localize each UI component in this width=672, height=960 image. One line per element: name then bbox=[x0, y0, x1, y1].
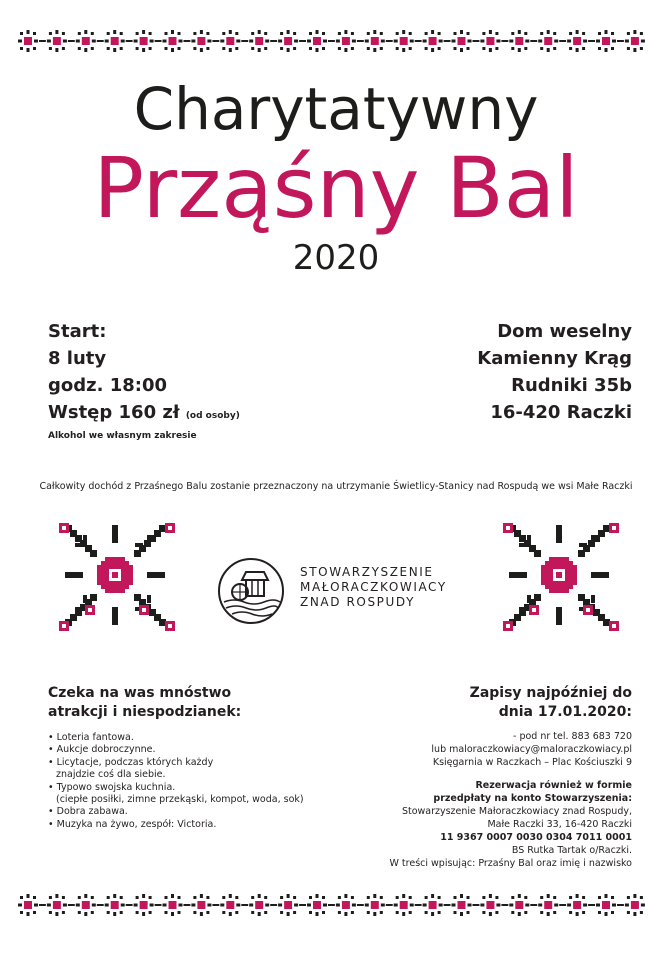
attractions-heading bbox=[48, 684, 318, 722]
reservation-line-2: przedpłaty na konto Stowarzyszenia: bbox=[433, 793, 632, 804]
list-item-text: Loteria fantowa. bbox=[56, 732, 134, 743]
entry-price-row bbox=[48, 399, 348, 430]
venue-details bbox=[312, 318, 632, 426]
association-name-line-1: STOWARZYSZENIE bbox=[300, 565, 434, 579]
title-line-1: Charytatywny bbox=[133, 75, 539, 143]
list-item bbox=[48, 819, 318, 831]
signup-heading-line-1: Zapisy najpóźniej do bbox=[469, 685, 632, 701]
event-details bbox=[48, 318, 348, 441]
watermill-icon bbox=[216, 556, 286, 626]
event-date: 8 luty bbox=[48, 348, 107, 369]
reservation-line-1: Rezerwacja również w formie bbox=[475, 780, 632, 791]
list-item-text: Muzyka na żywo, zespół: Victoria. bbox=[56, 818, 217, 830]
attractions-heading-line-1: Czeka na was mnóstwo bbox=[48, 685, 232, 701]
list-item-text: Aukcje dobroczynne. bbox=[56, 744, 156, 756]
list-item-text: Licytacje, podczas których każdy bbox=[56, 756, 214, 768]
account-name: Stowarzyszenie Małoraczkowiacy znad Rospudy, bbox=[401, 806, 632, 817]
account-number: 11 9367 0007 0030 0304 7011 0001 bbox=[440, 832, 632, 843]
attractions-section bbox=[48, 684, 318, 831]
alcohol-note: Alkohol we własnym zakresie bbox=[48, 431, 197, 441]
folk-border-top bbox=[14, 24, 658, 58]
dedication-text: Całkowity dochód z Przaśnego Balu zostanie przeznaczony na utrzymanie Świetlicy-Stanicy nad Rospudą we wsi Małe Raczki bbox=[39, 481, 633, 492]
association-name-line-3: ZNAD ROSPUDY bbox=[300, 595, 415, 609]
list-item-text: Dobra zabawa. bbox=[56, 806, 128, 818]
venue-line-4: 16-420 Raczki bbox=[490, 402, 632, 423]
attractions-list bbox=[48, 732, 318, 831]
list-item-subtext: znajdzie coś dla siebie. bbox=[56, 769, 166, 781]
start-label: Start: bbox=[48, 321, 107, 342]
list-item-text: Typowo swojska kuchnia. bbox=[56, 781, 176, 793]
venue-line-3: Rudniki 35b bbox=[511, 375, 632, 396]
event-year: 2020 bbox=[292, 238, 380, 278]
signup-phone: - pod nr tel. 883 683 720 bbox=[513, 731, 632, 742]
title-line-2: Prząśny Bal bbox=[93, 139, 579, 237]
list-item bbox=[48, 732, 318, 744]
association-logo-block bbox=[216, 556, 486, 626]
folk-flower-motif-left bbox=[50, 510, 180, 640]
folk-flower-motif-right bbox=[494, 510, 624, 640]
venue-line-2: Kamienny Krąg bbox=[477, 348, 632, 369]
list-item-subtext: (ciepłe posiłki, zimne przekąski, kompot, woda, sok) bbox=[56, 794, 304, 806]
folk-border-bottom bbox=[14, 888, 658, 922]
signup-heading bbox=[332, 684, 632, 722]
list-item bbox=[48, 806, 318, 818]
transfer-title: W treści wpisując: Przaśny Bal oraz imię i nazwisko bbox=[389, 858, 632, 869]
folk-border-top-pattern bbox=[14, 24, 658, 58]
signup-email: lub maloraczkowiacy@maloraczkowiacy.pl bbox=[431, 744, 632, 755]
folk-border-bottom-pattern bbox=[14, 888, 658, 922]
entry-price: Wstęp 160 zł bbox=[48, 402, 180, 423]
entry-price-note: (od osoby) bbox=[185, 411, 240, 421]
list-item bbox=[48, 744, 318, 756]
event-time: godz. 18:00 bbox=[48, 375, 168, 396]
signup-bookstore: Księgarnia w Raczkach – Plac Kościuszki 9 bbox=[432, 757, 632, 768]
signup-heading-line-2: dnia 17.01.2020: bbox=[498, 704, 632, 720]
list-item bbox=[48, 757, 318, 782]
association-name-line-2: MAŁORACZKOWIACY bbox=[300, 580, 447, 594]
list-item bbox=[48, 782, 318, 807]
account-address: Małe Raczki 33, 16-420 Raczki bbox=[487, 819, 632, 830]
signup-section bbox=[332, 684, 632, 870]
association-name bbox=[300, 565, 447, 610]
venue-line-1: Dom weselny bbox=[497, 321, 632, 342]
bank-name: BS Rutka Tartak o/Raczki. bbox=[511, 845, 632, 856]
attractions-heading-line-2: atrakcji i niespodzianek: bbox=[48, 704, 242, 720]
